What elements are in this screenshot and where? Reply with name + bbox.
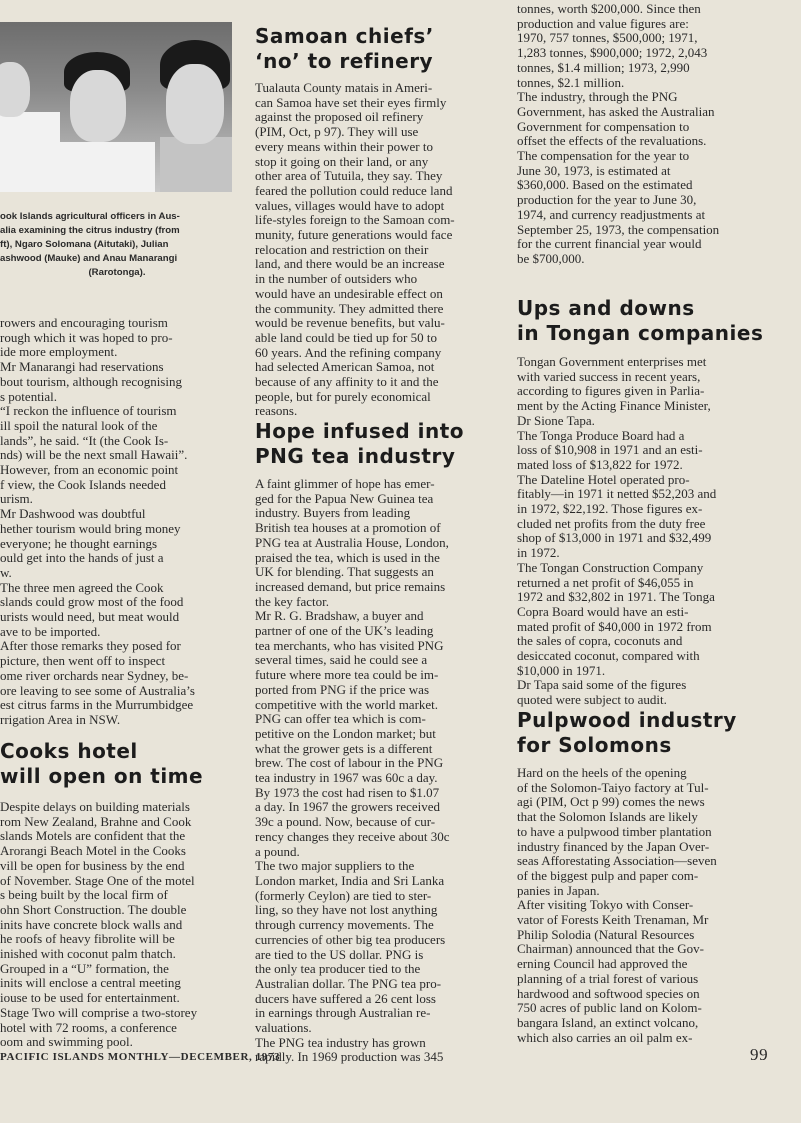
officers-photo [0,22,232,192]
text-line: petitive on the London market; but [255,726,436,741]
caption-line: alia examining the citrus industry (from [0,225,180,236]
text-line: 1,283 tonnes, $900,000; 1972, 2,043 [517,46,708,61]
text-line: Mr Manarangi had reservations [0,360,164,375]
text-line: bout tourism, although recognising [0,374,182,389]
text-line: erning Council had approved the [517,957,688,972]
text-line: picture, then went off to inspect [0,654,166,669]
text-line: rowers and encouraging tourism [0,316,168,330]
text-line: 1970, 757 tonnes, $500,000; 1971, [517,31,698,46]
text-line: The Dateline Hotel operated pro- [517,472,690,487]
text-line: ported from PNG if the price was [255,682,430,697]
text-line: praised the tea, which is used in the [255,550,440,565]
text-line: because of any affinity to it and the [255,375,439,390]
text-line: able land could be tied up for 50 to [255,330,437,345]
text-line: Grouped in a “U” formation, the [0,961,169,976]
text-line: feared the pollution could reduce land [255,183,453,198]
text-line: Dr Tapa said some of the figures [517,678,687,693]
text-line: The Tongan Construction Company [517,560,704,575]
text-line: inished with coconut palm thatch. [0,947,176,962]
text-line: “I reckon the influence of tourism [0,404,177,419]
headline-line: for Solomons [517,733,672,757]
text-line: inits will enclose a central meeting [0,976,181,991]
text-line: increased demand, but price remains [255,579,446,594]
cook-islands-story [0,316,236,728]
text-line: of the biggest pulp and paper com- [517,868,699,883]
text-line: land, and there would be an increase [255,257,445,272]
text-line: UK for blending. That suggests an [255,565,434,580]
text-line: what the grower gets is a different [255,741,433,756]
text-line: industry financed by the Japan Over- [517,839,710,854]
text-line: loss of $10,908 in 1971 and an esti- [517,443,703,458]
caption-line: (Rarotonga). [88,267,146,278]
headline-line: in Tongan companies [517,321,764,345]
text-line: Despite delays on building materials [0,800,190,814]
text-line: The PNG tea industry has grown [255,1035,426,1050]
text-line: tea merchants, who has visited PNG [255,638,444,653]
samoan-chiefs-article [255,24,504,419]
page-number: 99 [750,1045,769,1064]
text-line: he roofs of heavy fibrolite will be [0,932,175,947]
text-line: iouse to be used for entertainment. [0,991,180,1006]
text-line: Tualauta County matais in Ameri- [255,81,433,95]
text-line: in the number of outsiders who [255,272,418,287]
article-body [517,766,797,1045]
text-line: cluded net profits from the duty free [517,516,706,531]
text-line: Chairman) announced that the Gov- [517,942,704,957]
text-line: Hard on the heels of the opening [517,766,687,780]
text-line: ave to be imported. [0,624,101,639]
headline-line: Pulpwood industry [517,708,737,732]
text-line: The three men agreed the Cook [0,580,164,595]
text-line: rapidly. In 1969 production was 345 [255,1050,444,1065]
text-line: valuations. [255,1021,312,1036]
text-line: with varied success in recent years, [517,369,701,384]
text-line: ill spoil the natural look of the [0,418,158,433]
text-line: other area of Tutuila, they say. They [255,169,443,184]
text-line: The industry, through the PNG [517,90,678,105]
text-line: for the current financial year would [517,237,702,252]
text-line: 750 acres of public land on Kolom- [517,1001,702,1016]
text-line: After visiting Tokyo with Conser- [517,898,694,913]
tongan-companies-article [517,296,797,708]
caption-line: ook Islands agricultural officers in Aus- [0,211,180,222]
text-line: Mr Dashwood was doubtful [0,507,146,522]
photo-caption [0,210,234,280]
png-tea-continued [517,2,795,267]
text-line: Mr R. G. Bradshaw, a buyer and [255,609,424,624]
text-line: industry. Buyers from leading [255,506,411,521]
text-line: would be revenue benefits, but valu- [255,316,445,331]
text-line: munity, future generations would face [255,228,453,243]
text-line: slands Motels are confident that the [0,829,186,844]
text-line: several times, said he could see a [255,653,428,668]
text-line: hardwood and softwood species on [517,986,700,1001]
text-line: be $700,000. [517,251,585,266]
text-line: September 25, 1973, the compensation [517,222,720,237]
text-line: British tea houses at a promotion of [255,521,441,536]
article-body [255,477,504,1065]
text-line: ged for the Papua New Guinea tea [255,491,434,506]
text-line: $10,000 in 1971. [517,663,606,678]
text-line: ould get into the hands of just a [0,551,164,566]
text-line: competitive with the world market. [255,697,439,712]
text-line: Dr Sione Tapa. [517,413,595,428]
text-line: The two major suppliers to the [255,859,415,874]
text-line: the community. They admitted there [255,301,444,316]
text-line: Government for compensation to [517,119,690,134]
text-line: fitably—in 1971 it netted $52,203 and [517,487,717,502]
text-line: shop of $13,000 in 1971 and $32,499 [517,531,712,546]
text-line: hether tourism would bring money [0,521,181,536]
text-line: panies in Japan. [517,883,600,898]
text-line: (PIM, Oct, p 97). They will use [255,125,419,140]
caption-line: ashwood (Mauke) and Anau Manarangi [0,253,178,264]
text-line: tonnes, worth $200,000. Since then [517,2,701,16]
text-line: June 30, 1973, is estimated at [517,163,671,178]
text-line: 1974, and currency readjustments at [517,207,706,222]
headline-line: will open on time [0,764,204,788]
text-line: ohn Short Construction. The double [0,902,187,917]
text-line: a day. In 1967 the growers received [255,800,441,815]
text-line: returned a net profit of $46,055 in [517,575,694,590]
text-line: Stage Two will comprise a two-storey [0,1005,198,1020]
article-body [517,355,797,708]
text-line: oom and swimming pool. [0,1035,133,1050]
text-line: 39c a pound. Now, because of cur- [255,815,436,830]
headline-line: Cooks hotel [0,739,138,763]
text-line: The compensation for the year to [517,149,690,164]
article-body [0,800,240,1050]
text-line: tonnes, $2.1 million. [517,75,625,90]
text-line: Arorangi Beach Motel in the Cooks [0,844,186,859]
text-line: planning of a trial forest of various [517,971,699,986]
text-line: ore leaving to see some of Australia’s [0,683,195,698]
text-line: mated loss of $13,822 for 1972. [517,457,683,472]
person-shirt [160,137,232,192]
text-line: lands”, he said. “It (the Cook Is- [0,433,169,448]
text-line: tonnes, $1.4 million; 1973, 2,990 [517,60,690,75]
text-line: nds) will be the next small Hawaii”. [0,448,188,463]
text-line: partner of one of the UK’s leading [255,624,434,639]
text-line: had selected American Samoa, not [255,360,435,375]
text-line: values, villages would have to adopt [255,198,445,213]
text-line: rrigation Area in NSW. [0,712,121,727]
text-line: in 1972, $22,192. Those figures ex- [517,502,703,517]
text-line: a pound. [255,844,300,859]
text-line: the sales of copra, coconuts and [517,634,683,649]
headline-line: Ups and downs [517,296,695,320]
headline-line: Hope infused into [255,419,464,443]
pulpwood-article [517,708,797,1045]
text-line: against the proposed oil refinery [255,110,424,125]
text-line: $360,000. Based on the estimated [517,178,693,193]
caption-line: ft), Ngaro Solomana (Aitutaki), Julian [0,239,169,250]
text-line: the key factor. [255,594,329,609]
text-line: the only tea producer tied to the [255,962,421,977]
headline-line: PNG tea industry [255,444,456,468]
text-line: which also carries an oil palm ex- [517,1030,693,1045]
text-line: reasons. [255,404,298,419]
text-line: urism. [0,492,33,507]
text-line: rency changes they receive about 30c [255,829,450,844]
person-shirt [50,142,155,192]
text-line: PNG tea at Australia House, London, [255,535,449,550]
text-line: (formerly Ceylon) are tied to ster- [255,888,432,903]
text-line: of the Solomon-Taiyo factory at Tul- [517,780,709,795]
text-line: in earnings through Australian re- [255,1006,431,1021]
headline-line: Samoan chiefs’ [255,24,434,48]
text-line: brew. The cost of labour in the PNG [255,756,444,771]
article-body [255,81,504,419]
text-line: 60 years. And the refining company [255,345,442,360]
text-line: London market, India and Sri Lanka [255,873,445,888]
text-line: stop it going on their land, or any [255,154,429,169]
text-line: ome river orchards near Sydney, be- [0,668,189,683]
text-line: bangara Island, an extinct volcano, [517,1015,699,1030]
text-line: PNG can offer tea which is com- [255,712,426,727]
text-line: agi (PIM, Oct p 99) comes the news [517,795,705,810]
text-line: quoted were subject to audit. [517,693,667,708]
text-line: would have an undesirable effect on [255,286,443,301]
text-line: ment by the Acting Finance Minister, [517,399,711,414]
person-face [0,62,30,117]
text-line: By 1973 the cost had risen to $1.07 [255,785,440,800]
text-line: that the Solomon Islands are likely [517,810,698,825]
text-line: w. [0,565,12,580]
cooks-hotel-article [0,739,240,1050]
text-line: desiccated coconut, compared with [517,649,700,664]
text-line: production for the year to June 30, [517,193,697,208]
text-line: urists would need, but meat would [0,610,180,625]
text-line: Government, has asked the Australian [517,104,715,119]
text-line: inits have concrete block walls and [0,917,183,932]
text-line: ide more employment. [0,345,118,360]
text-line: every means within their power to [255,139,433,154]
text-line: tea industry in 1967 was 60c a day. [255,771,438,786]
text-line: future where more tea could be im- [255,668,439,683]
person-face [166,64,224,144]
text-line: ling, so they have not lost anything [255,903,438,918]
text-line: 1972 and $32,802 in 1971. The Tonga [517,590,715,605]
text-line: Australian dollar. The PNG tea pro- [255,976,442,991]
text-line: rough which it was hoped to pro- [0,330,173,345]
text-line: life-styles foreign to the Samoan com- [255,213,455,228]
text-line: can Samoa have set their eyes firmly [255,95,447,110]
text-line: rom New Zealand, Brahne and Cook [0,814,192,829]
text-line: to have a pulpwood timber plantation [517,824,712,839]
png-tea-article [255,419,504,1065]
text-line: The Tonga Produce Board had a [517,428,685,443]
text-line: A faint glimmer of hope has emer- [255,477,435,491]
text-line: vill be open for business by the end [0,858,185,873]
text-line: f view, the Cook Islands needed [0,477,166,492]
headline-line: ‘no’ to refinery [255,49,434,73]
text-line: relocation and restriction on their [255,242,429,257]
text-line: ducers have suffered a 26 cent loss [255,991,436,1006]
text-line: currencies of other big tea producers [255,932,446,947]
text-line: After those remarks they posed for [0,639,181,654]
text-line: of November. Stage One of the motel [0,873,195,888]
text-line: production and value figures are: [517,16,689,31]
text-line: However, from an economic point [0,463,179,478]
text-line: are tied to the US dollar. PNG is [255,947,424,962]
text-line: Copra Board would have an esti- [517,604,689,619]
text-line: hotel with 72 rooms, a conference [0,1020,177,1035]
text-line: slands could grow most of the food [0,595,184,610]
running-head: PACIFIC ISLANDS MONTHLY—DECEMBER, 1973 [0,1051,281,1063]
text-line: everyone; he thought earnings [0,536,158,551]
text-line: people, but for purely economical [255,389,431,404]
text-line: offset the effects of the revaluations. [517,134,707,149]
text-line: in 1972. [517,546,560,561]
text-line: according to figures given in Parlia- [517,384,705,399]
text-line: Philip Solodia (Natural Resources [517,927,695,942]
text-line: est citrus farms in the Murrumbidgee [0,698,194,713]
text-line: vator of Forests Keith Trenaman, Mr [517,913,709,928]
text-line: s potential. [0,389,58,404]
person-face [70,70,126,142]
text-line: through currency movements. The [255,918,434,933]
text-line: Tongan Government enterprises met [517,355,707,369]
text-line: mated profit of $40,000 in 1972 from [517,619,712,634]
text-line: s being built by the local firm of [0,888,168,903]
text-line: seas Afforestating Association—seven [517,854,717,869]
